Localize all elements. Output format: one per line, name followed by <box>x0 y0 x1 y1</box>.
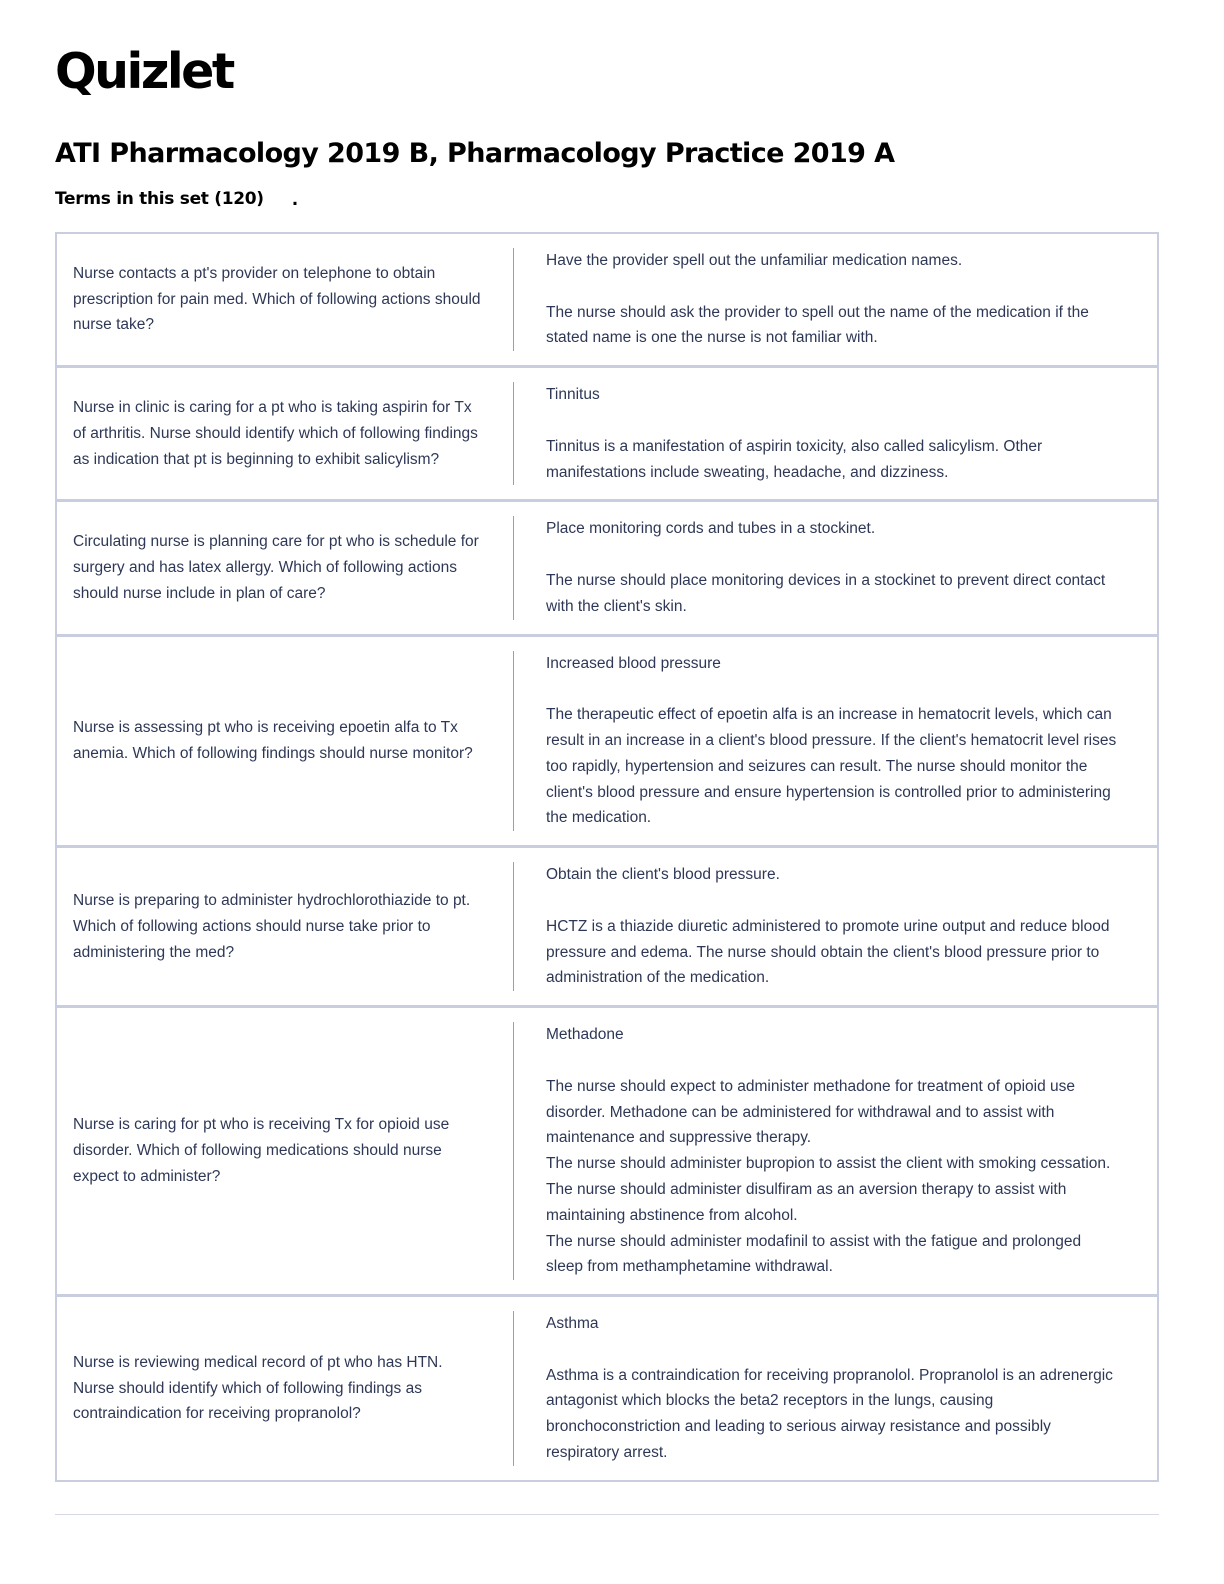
definition <box>514 1022 1157 1280</box>
footer-divider <box>55 1514 1159 1515</box>
definition-explanation <box>546 1363 1117 1466</box>
term-text: Nurse is preparing to administer hydrochlorothiazide to pt. Which of following actions should nurse take prior to administering the med? <box>57 862 514 991</box>
definition <box>514 516 1157 619</box>
definition-answer: Obtain the client's blood pressure. <box>546 866 780 884</box>
term-text: Nurse is caring for pt who is receiving Tx for opioid use disorder. Which of following medications should nurse expect to administer? <box>57 1022 514 1280</box>
definition-explanation <box>546 702 1117 831</box>
definition-answer: Increased blood pressure <box>546 654 721 672</box>
explanation-line: The nurse should ask the provider to spell out the name of the medication if the stated name is one the nurse is not familiar with. <box>546 303 1089 347</box>
term-card <box>57 499 1157 633</box>
term-card <box>57 365 1157 499</box>
explanation-line: Asthma is a contraindication for receiving propranolol. Propranolol is an adrenergic antagonist which blocks the beta2 receptors in the lungs, causing bronchoconstriction and leading to serious airway resistance and possibly respiratory arrest. <box>546 1366 1113 1462</box>
explanation-line: The nurse should administer modafinil to assist with the fatigue and prolonged sleep from methamphetamine withdrawal. <box>546 1232 1082 1276</box>
term-text: Nurse contacts a pt's provider on telephone to obtain prescription for pain med. Which of following actions should nurse take? <box>57 248 514 351</box>
terms-list <box>55 232 1159 1482</box>
term-card <box>57 845 1157 1005</box>
set-title: ATI Pharmacology 2019 B, Pharmacology Practice 2019 A <box>55 138 895 169</box>
explanation-line: The nurse should expect to administer methadone for treatment of opioid use disorder. Methadone can be administered for withdrawal and to assist with maintenance and suppressive therapy. <box>546 1077 1076 1147</box>
definition <box>514 382 1157 485</box>
definition <box>514 651 1157 832</box>
term-card <box>57 1005 1157 1294</box>
definition-answer: Place monitoring cords and tubes in a stockinet. <box>546 520 876 538</box>
explanation-line: HCTZ is a thiazide diuretic administered to promote urine output and reduce blood pressure and edema. The nurse should obtain the client's blood pressure prior to administration of the medication. <box>546 917 1110 987</box>
explanation-line: Tinnitus is a manifestation of aspirin toxicity, also called salicylism. Other manifestations include sweating, headache, and dizziness. <box>546 437 1043 481</box>
definition <box>514 248 1157 351</box>
explanation-line: The nurse should administer disulfiram as an aversion therapy to assist with maintaining abstinence from alcohol. <box>546 1180 1067 1224</box>
term-card <box>57 234 1157 365</box>
term-card <box>57 634 1157 846</box>
term-text: Circulating nurse is planning care for pt who is schedule for surgery and has latex allergy. Which of following actions should nurse include in plan of care? <box>57 516 514 619</box>
definition-explanation <box>546 300 1117 352</box>
definition-explanation <box>546 568 1117 620</box>
definition-answer: Have the provider spell out the unfamiliar medication names. <box>546 252 963 269</box>
explanation-line: The nurse should administer bupropion to assist the client with smoking cessation. <box>546 1155 1111 1173</box>
term-text: Nurse is assessing pt who is receiving epoetin alfa to Tx anemia. Which of following findings should nurse monitor? <box>57 651 514 832</box>
definition-answer: Methadone <box>546 1026 624 1044</box>
definition-explanation <box>546 434 1117 486</box>
definition <box>514 1311 1157 1466</box>
separator-dot: . <box>291 190 298 210</box>
term-text: Nurse in clinic is caring for a pt who is taking aspirin for Tx of arthritis. Nurse should identify which of following findings as indication that pt is beginning to exhibit salicylism? <box>57 382 514 485</box>
quizlet-logo: Quizlet <box>55 43 233 100</box>
explanation-line: The therapeutic effect of epoetin alfa is an increase in hematocrit levels, which can result in an increase in a client's blood pressure. If the client's hematocrit level rises too rapidly, hypertension and seizures can result. The nurse should monitor the client's blood pressure and ensure hypertension is controlled prior to administering the medication. <box>546 706 1117 827</box>
terms-count-label: Terms in this set (120) <box>55 189 264 209</box>
term-card <box>57 1294 1157 1480</box>
explanation-line: The nurse should place monitoring devices in a stockinet to prevent direct contact with the client's skin. <box>546 571 1106 615</box>
terms-count <box>55 188 298 210</box>
definition-explanation <box>546 914 1117 991</box>
definition-answer: Tinnitus <box>546 386 600 404</box>
term-text: Nurse is reviewing medical record of pt who has HTN. Nurse should identify which of following findings as contraindication for receiving propranolol? <box>57 1311 514 1466</box>
definition <box>514 862 1157 991</box>
definition-answer: Asthma <box>546 1315 599 1333</box>
definition-explanation <box>546 1074 1117 1280</box>
